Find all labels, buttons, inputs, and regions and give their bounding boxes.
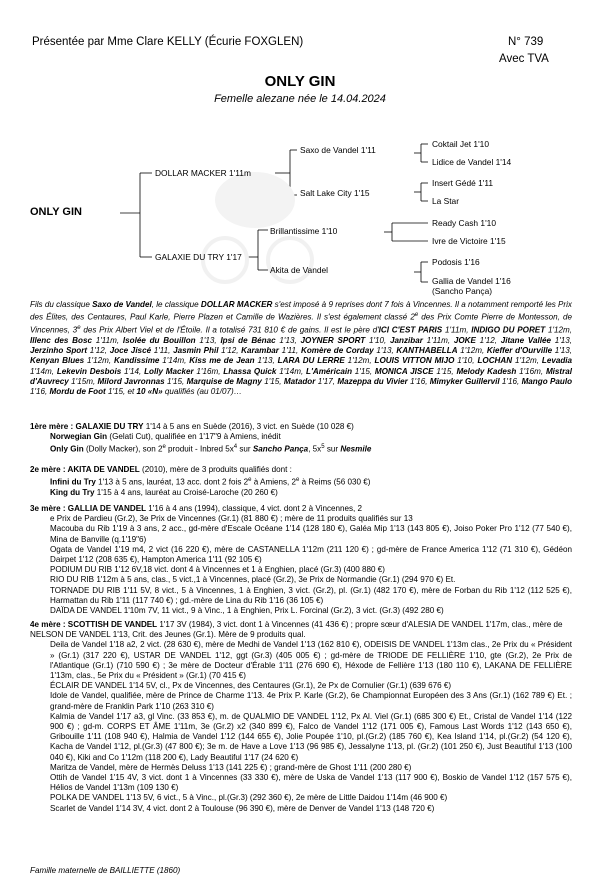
line-segment: Inbred 5x xyxy=(200,445,234,455)
intro-highlight: Kiss me de Jean xyxy=(189,356,255,366)
intro-text: 1'16, xyxy=(499,376,522,386)
dam-2-section xyxy=(30,465,572,498)
pedigree-gen3: (Sancho Pança) xyxy=(432,286,493,296)
pedigree-gen3: Ready Cash 1'10 xyxy=(432,218,496,228)
intro-highlight: Kandissime xyxy=(113,356,160,366)
pedigree-gen2: Akita de Vandel xyxy=(270,265,329,275)
pedigree-gen2: Brillantissime 1'10 xyxy=(270,226,338,236)
intro-text: 1'11, xyxy=(278,346,301,356)
intro-text: 1'14, xyxy=(121,366,145,376)
intro-text: des Prix Albert Viel et de l'Étoile. Il a totalisé 731 810 € de gains. Il est le père d' xyxy=(80,325,379,335)
intro-highlight: Isolée du Bouillon xyxy=(122,335,196,345)
intro-highlight: LOUIS VITTON MIJO xyxy=(374,356,455,366)
line-segment: 1'15 à 4 ans, lauréat au Croisé-Laroche (20 260 €) xyxy=(94,488,278,498)
intro-highlight: ICI C'EST PARIS xyxy=(378,325,443,335)
intro-highlight: Kenyan Blues xyxy=(30,356,85,366)
intro-highlight: LARA DU LERRE xyxy=(277,356,345,366)
dam-2-title-rest: (2010), mère de 3 produits qualifiés dont : xyxy=(139,465,292,474)
dam-1-title: 1ère mère : GALAXIE DU TRY xyxy=(30,422,144,431)
intro-text: 1'11m, xyxy=(91,335,123,345)
pedigree-gen3: La Star xyxy=(432,196,460,206)
intro-highlight: Milord Javronnas xyxy=(97,376,165,386)
intro-text: 1'13, xyxy=(254,356,278,366)
intro-highlight: Matador xyxy=(283,376,316,386)
intro-text: 1'12m, xyxy=(457,346,487,356)
intro-highlight: INDIGO DU PORET xyxy=(471,325,546,335)
intro-text: 1'15m, xyxy=(68,376,98,386)
dam-2-title: 2e mère : AKITA DE VANDEL xyxy=(30,465,140,474)
line-segment: Nesmile xyxy=(340,445,372,455)
pedigree-line: RIO DU RIB 1'12m à 5 ans, clas., 5 vict.,1 à Vincennes, placé (Gr.2), 3e Prix de Normandie (Gr.1) (294 970 €) Et. xyxy=(50,575,456,585)
lot-number: N° 739 xyxy=(508,36,544,48)
dam-4-section xyxy=(30,620,572,814)
horse-subtitle: Femelle alezane née le 14.04.2024 xyxy=(214,93,386,105)
pedigree-line xyxy=(30,475,572,488)
dam-4-title: 4e mère : SCOTTISH DE VANDEL xyxy=(30,620,158,629)
intro-text: 1'16, xyxy=(30,387,50,396)
intro-highlight: JOKE xyxy=(453,335,476,345)
pedigree-gen3: Podosis 1'16 xyxy=(432,257,480,267)
intro-highlight: L'Américain xyxy=(306,366,353,376)
intro-text: 1'11m, xyxy=(422,335,454,345)
line-segment: 5 xyxy=(321,444,325,451)
pedigree-dam: GALAXIE DU TRY 1'17 xyxy=(155,252,242,262)
pedigree-line: Idole de Vandel, qualifiée, mère de Prince de Charme 1'13. 4e Prix P. Karle (Gr.2), 6e Championnat Européen des 3 Ans (Gr.1) (162 789 €) Et. ; grand-mère de Franklin Park 1'10 (263 310 €) xyxy=(50,691,572,711)
intro-highlight: Janzibar xyxy=(390,335,423,345)
presenter-line: Présentée par Mme Clare KELLY (Écurie FOXGLEN) xyxy=(32,36,304,48)
intro-highlight: Mistral d'Auvrecy xyxy=(30,366,573,386)
intro-highlight: Marquise de Magny xyxy=(186,376,262,386)
intro-text: qualifiés (au 01/07)… xyxy=(162,387,242,396)
line-segment: , 5x xyxy=(308,445,322,455)
line-segment: sur xyxy=(324,445,341,455)
line-segment: à Reims (56 030 €) xyxy=(299,477,371,487)
line-segment: 1'13 à 5 ans, lauréat, 13 acc. dont 2 fois 2 xyxy=(95,477,249,487)
pedigree-gen3: Lidice de Vandel 1'14 xyxy=(432,157,512,167)
intro-text: 1'17, xyxy=(315,376,338,386)
intro-text: 1'15, xyxy=(261,376,284,386)
intro-text: 1'15, xyxy=(433,366,457,376)
line-segment: Norwegian Gin xyxy=(50,432,108,442)
intro-highlight: LOCHAN xyxy=(477,356,513,366)
pedigree-line: Macouba du Rib 1'19 à 3 ans, 2 acc., gd-mère d'Escale Océane 1'14 (128 180 €), Galéa Mip 1'13 (143 805 €), Joiso Poker Pro 1'12 (77 540 €), Mina de Banville (q.1'19"6) xyxy=(50,524,572,544)
line-segment: Infini du Try xyxy=(50,477,96,487)
intro-text: 1'14m, xyxy=(276,366,307,376)
intro-text: 1'11m, xyxy=(442,325,472,335)
intro-text: 1'11, xyxy=(151,346,174,356)
line-segment: produit - xyxy=(165,445,200,455)
intro-text: 1'10, xyxy=(365,335,391,345)
intro-text: 1'13, xyxy=(275,335,301,345)
intro-text: 1'12m, xyxy=(84,356,114,366)
maternal-family-note: Famille maternelle de BAILLIETTE (1860) xyxy=(30,866,181,875)
dam-1-title-rest: 1'14 à 5 ans en Suède (2016), 3 vict. en Suède (10 028 €) xyxy=(143,422,354,431)
pedigree-line xyxy=(30,432,572,442)
dam-1-section xyxy=(30,422,572,455)
intro-highlight: Saxo de Vandel xyxy=(92,300,152,309)
intro-text: , le classique xyxy=(151,300,201,309)
intro-text: 1'16, xyxy=(407,376,430,386)
line-segment: à Amiens, 2 xyxy=(251,477,297,487)
intro-text: 1'10, xyxy=(454,356,478,366)
intro-text: 1'16m, xyxy=(516,366,546,376)
pedigree-line: Ogata de Vandel 1'19 m4, 2 vict (16 220 €), mère de CASTANELLA 1'12m (211 120 €) ; gd-mère de France America 1'12 (71 310 €), Gédéon Dairpet 1'12 (208 635 €), Hampton America 1'11 (92 105 €) xyxy=(50,544,572,565)
dam-4-summary: 1'17 3V (1984), 3 vict. dont 1 à Vincennes (41 436 €) ; propre sœur d'ALESIA DE VANDEL 1'17m, clas., mère de NELSON DE VANDEL 1'13, Crit. des Jeunes (Gr.1). Mère de 9 produits qual. xyxy=(30,620,563,640)
intro-highlight: KANTHABELLA xyxy=(396,346,458,356)
intro-highlight: Levadia xyxy=(541,356,573,366)
line-segment: Only Gin xyxy=(50,445,84,455)
intro-text: 1'12m, xyxy=(512,356,542,366)
intro-text: 1'15, xyxy=(164,376,187,386)
intro-text: 1'15, xyxy=(352,366,375,376)
intro-text: 1'14m, xyxy=(159,356,190,366)
pedigree-line: DAÏDA DE VANDEL 1'10m 7V, 11 vict., 9 à Vinc., 1 à Enghien, Prix L. Forcinal (Gr.2), 3 vict. (Gr.3) (492 280 €) xyxy=(50,606,444,616)
pedigree-line: Maritza de Vandel, mère de Hermès Deluss 1'13 (141 225 €) ; grand-mère de Ghost 1'11 (200 280 €) xyxy=(50,762,412,772)
line-segment: sur xyxy=(237,445,253,455)
line-segment: e xyxy=(162,444,166,451)
intro-text: 1'15, et xyxy=(105,387,137,396)
pedigree-root: ONLY GIN xyxy=(30,206,82,218)
intro-text: 1'12m, xyxy=(545,325,572,335)
pedigree-sire: DOLLAR MACKER 1'11m xyxy=(155,168,251,178)
line-segment: e xyxy=(296,477,300,484)
intro-highlight: Melody Kadesh xyxy=(456,366,517,376)
line-segment: Sancho Pança xyxy=(252,445,309,455)
intro-highlight: Mimyker Guillervil xyxy=(429,376,500,386)
intro-highlight: e xyxy=(414,312,419,319)
intro-highlight: DOLLAR MACKER xyxy=(200,300,273,309)
intro-highlight: Mazeppa du Vivier xyxy=(337,376,408,386)
intro-highlight: Jerzinho Sport xyxy=(30,346,88,356)
pedigree-gen3: Ivre de Victoire 1'15 xyxy=(432,236,506,246)
pedigree-line: e Prix de Pardieu (Gr.2), 3e Prix de Vincennes (Gr.1) (81 880 €) ; mère de 11 produits qualifiés sur 13 xyxy=(50,514,413,524)
pedigree-gen3: Gallia de Vandel 1'16 xyxy=(432,276,511,286)
intro-highlight: 10 «N» xyxy=(136,387,163,396)
intro-text: 1'12, xyxy=(87,346,110,356)
line-segment: (Gelati Cut), qualifiée en 1'17"9 à Amiens, inédit xyxy=(107,432,281,442)
pedigree-line: Ottih de Vandel 1'15 4V, 3 vict. dont 1 à Vincennes (33 330 €), mère de Uska de Vandel 1'13 (117 900 €), Boskio de Vandel 1'12 (157 575 €), Hélios de Vandel 1'13m (109 130 €) xyxy=(50,773,572,793)
pedigree-gen2: Saxo de Vandel 1'11 xyxy=(300,145,376,155)
intro-text: 1'13, xyxy=(550,335,573,345)
vat-label: Avec TVA xyxy=(499,53,549,65)
intro-paragraph xyxy=(30,300,572,397)
dam-3-title-rest: 1'16 à 4 ans (1994), classique, 4 vict. dont 2 à Vincennes, 2 xyxy=(146,504,363,513)
pedigree-line xyxy=(30,442,572,455)
pedigree-line: TORNADE DU RIB 1'11 5V, 8 vict., 5 à Vincennes, 1 à Enghien, 3 vict. (Gr.2), pl. (Gr.1) (482 170 €), mère de Forban du Rib 1'12 (112 525 €), Harmattan du Rib 1'11 (117 740 €) ; gd.-mère de Lina du Rib 1'16 (36 105 €) xyxy=(50,585,572,605)
line-segment: e xyxy=(248,477,252,484)
intro-highlight: MONICA JISCE xyxy=(374,366,434,376)
intro-text: 1'13, xyxy=(552,346,573,356)
intro-text: s'est imposé à 9 reprises dont 7 fois à Vincennes. Il a notamment remporté les Prix des Élites, des Centaures, Paul Karle, Pierre Plazen et Camille de Wazières. Il s'est également classé 2 xyxy=(30,300,572,322)
pedigree-line xyxy=(30,488,572,498)
line-segment: (Dolly Macker), son 2 xyxy=(83,445,163,455)
pedigree-line: POLKA DE VANDEL 1'13 5V, 6 vict., 5 à Vinc., pl.(Gr.3) (292 360 €), 2e mère de Little Daidou 1'14m (46 900 €) xyxy=(50,793,448,803)
intro-highlight: Jasmin Phil xyxy=(173,346,219,356)
intro-text: 1'12, xyxy=(475,335,501,345)
intro-highlight: e xyxy=(77,325,81,332)
line-segment: 4 xyxy=(233,444,238,451)
intro-highlight: JOYNER SPORT xyxy=(300,335,366,345)
pedigree-gen3: Insert Gédé 1'11 xyxy=(432,178,494,188)
pedigree-gen3: Coktail Jet 1'10 xyxy=(432,139,489,149)
intro-text: 1'16m, xyxy=(193,366,224,376)
intro-highlight: Karambar xyxy=(241,346,279,356)
intro-highlight: Illenc des Bosc xyxy=(30,335,92,345)
dam-3-title: 3e mère : GALLIA DE VANDEL xyxy=(30,504,147,513)
pedigree-line: PODIUM DU RIB 1'12 6V,18 vict. dont 4 à Vincennes et 1 à Enghien, placé (Gr.3) (400 880 €) xyxy=(50,565,385,575)
intro-highlight: Jitane Vallée xyxy=(500,335,551,345)
intro-highlight: Joce Jiscé xyxy=(109,346,152,356)
intro-highlight: Kieffer d'Ourville xyxy=(486,346,553,356)
intro-text: 1'12m, xyxy=(344,356,375,366)
intro-highlight: Ipsi de Bénac xyxy=(220,335,276,345)
intro-highlight: Lolly Macker xyxy=(144,366,194,376)
pedigree-line: Kalmia de Vandel 1'17 a3, gl Vinc. (33 853 €), m. de QUALMIO DE VANDEL 1'12, Px Al. Viel (Gr.1) (685 300 €) Et., Cristal de Vandel 1'14 (122 900 €) ; gd-m. CORPS ET ÂME 1'11m, 3e (Gr.2) x2 (340 899 €), Falco de Vandel 1'12 (171 005 €), Famous Last Words 1'12 (143 650 €), Gribouille 1'11 (108 940 €), Halmia de Vandel 1'12 (144 655 €), Jolie Poupée 1'10, pl.(Gr.2) (185 760 €), Kea Island 1'14, pl.(Gr.2) (54 120 €), Kacha de Vandel 1'12, pl.(Gr.3) (47 800 €); 3e m. de Have a Love 1'13 (96 985 €), Jessalyne 1'13, pl. (Gr.2) (101 250 €), Just Beautiful 1'13 (100 040 €), Kiki and Co 1'12m (118 200 €), Lady Beautiful 1'17 (24 620 €) xyxy=(50,711,572,762)
intro-highlight: Mango Paulo xyxy=(521,376,573,386)
intro-highlight: Lekevin Desbois xyxy=(56,366,122,376)
intro-text: 1'12, xyxy=(218,346,242,356)
intro-text: Fils du classique xyxy=(30,300,93,309)
pedigree-line: Scarlet de Vandel 1'14 3V, 4 vict. dont 2 à Toulouse (96 390 €), mère de Denver de Vandel 1'13 (148 720 €) xyxy=(50,803,435,813)
horse-name: ONLY GIN xyxy=(264,73,336,90)
pedigree-gen2: Salt Lake City 1'15 xyxy=(300,188,370,198)
intro-highlight: Lhassa Quick xyxy=(223,366,277,376)
intro-highlight: Mordu de Foot xyxy=(49,387,106,396)
line-segment: King du Try xyxy=(50,488,95,498)
intro-highlight: Komère de Corday xyxy=(300,346,374,356)
intro-text: 1'13, xyxy=(195,335,221,345)
dam-3-section xyxy=(30,504,572,616)
intro-text: 1'14m, xyxy=(30,366,57,376)
intro-text: des Prix Comte Pierre de Montesson, de Vincennes, 3 xyxy=(30,312,572,335)
intro-text: 1'13, xyxy=(373,346,397,356)
pedigree-line: Deila de Vandel 1'18 a2, 2 vict. (28 630 €), mère de Medhi de Vandel 1'13 (162 810 €), ODEISIS DE VANDEL 1'13m clas., 2e Prix du « Président » (Gr.1) (317 220 €), USTAR DE VANDEL 1'12, ggt (Gr.3) (405 005 €) ; gd-mère de TRIODE DE FELLIÈRE 1'10, gte (Gr.2), 2e Prix de l'Atlantique (Gr.1) (710 590 €) ; 3e mère de Docteur d'Érable 1'11 (276 690 €), Héxode de Fellière 1'13 (180 110 €), LAKANA DE FELLIÈRE 1'13m, clas., 5e Prix du « Président » (Gr.1) (70 415 €) xyxy=(50,640,572,681)
pedigree-line: ÉCLAIR DE VANDEL 1'14 5V, cl., Px de Vincennes, des Centaures (Gr.1), 2e Px de Cornulier (Gr.1) (639 676 €) xyxy=(50,681,452,691)
